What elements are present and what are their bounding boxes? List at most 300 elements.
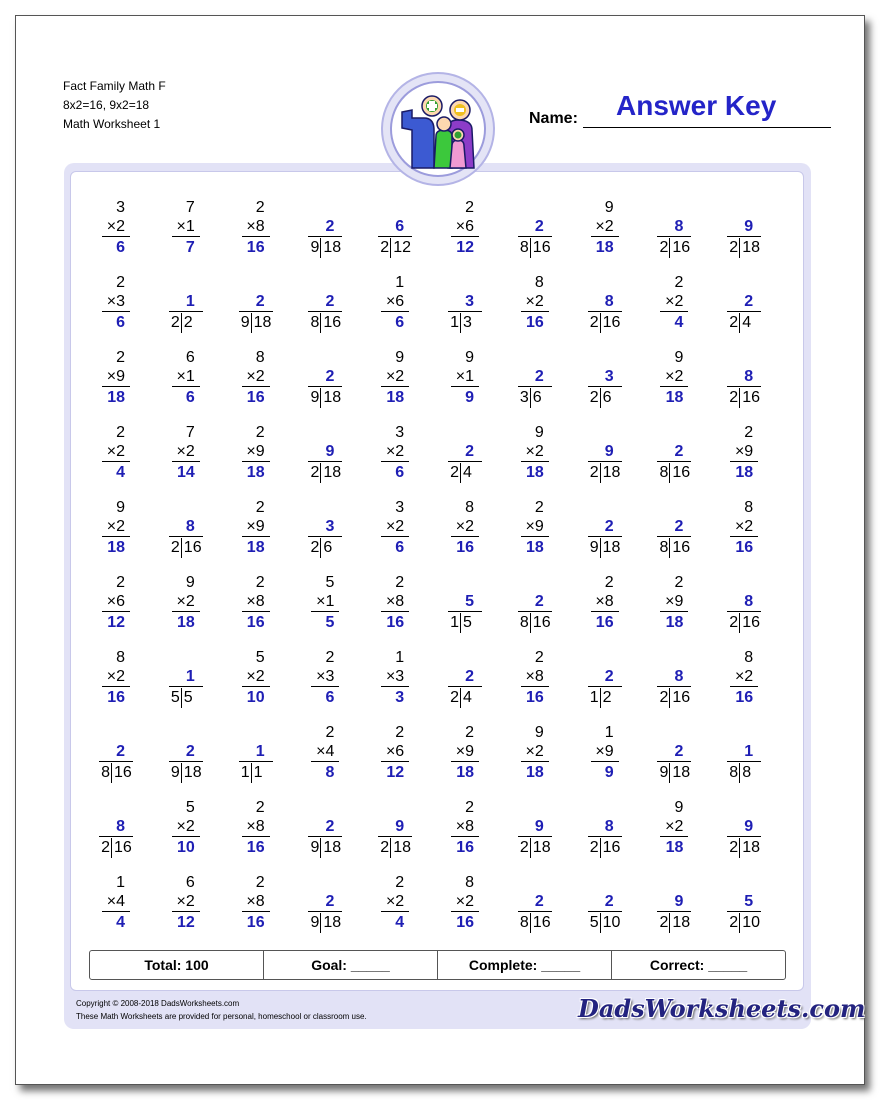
product-line bbox=[242, 611, 270, 612]
dividend: 18 bbox=[600, 463, 620, 483]
multiplicand: 7 bbox=[185, 424, 195, 441]
multiplicand: 2 bbox=[395, 724, 405, 741]
product-line bbox=[242, 836, 270, 837]
multiplication-problem bbox=[282, 648, 342, 710]
multiplier: ×6 bbox=[385, 743, 405, 760]
division-problem bbox=[282, 798, 342, 860]
product-line bbox=[381, 536, 409, 537]
answer-quotient: 2 bbox=[116, 743, 125, 760]
division-bracket bbox=[588, 686, 622, 687]
multiplicand: 1 bbox=[395, 649, 405, 666]
product-line bbox=[660, 386, 688, 387]
answer-quotient: 2 bbox=[604, 668, 614, 685]
division-problem bbox=[422, 273, 482, 335]
division-problem bbox=[213, 273, 273, 335]
division-bracket bbox=[308, 536, 342, 537]
dividend: 3 bbox=[460, 313, 480, 333]
answer-product: 16 bbox=[246, 839, 265, 856]
dividend: 8 bbox=[739, 763, 759, 783]
multiplicand: 2 bbox=[674, 274, 684, 291]
dividend: 18 bbox=[390, 838, 410, 858]
dividend: 12 bbox=[390, 238, 410, 258]
multiplication-problem bbox=[73, 348, 133, 410]
answer-product: 14 bbox=[177, 464, 195, 481]
product-line bbox=[172, 611, 200, 612]
multiplication-problem bbox=[701, 648, 761, 710]
answer-product: 6 bbox=[395, 539, 405, 556]
division-bracket bbox=[448, 686, 482, 687]
product-line bbox=[381, 386, 409, 387]
divisor: 1 bbox=[450, 314, 459, 331]
divisor: 2 bbox=[101, 839, 110, 856]
divisor: 8 bbox=[519, 914, 529, 931]
answer-quotient: 2 bbox=[674, 518, 684, 535]
division-bracket bbox=[169, 686, 203, 687]
divisor: 9 bbox=[589, 539, 599, 556]
goal-cell: Goal: _____ bbox=[263, 951, 437, 979]
answer-product: 4 bbox=[674, 314, 684, 331]
multiplier: ×2 bbox=[106, 668, 125, 685]
answer-product: 18 bbox=[526, 764, 544, 781]
multiplier: ×2 bbox=[385, 893, 405, 910]
division-problem bbox=[73, 723, 133, 785]
product-line bbox=[172, 911, 200, 912]
dividend: 10 bbox=[600, 913, 620, 933]
division-problem bbox=[562, 348, 622, 410]
divisor: 1 bbox=[240, 764, 250, 781]
product-line bbox=[451, 236, 479, 237]
division-bracket bbox=[727, 386, 761, 387]
multiplier: ×9 bbox=[665, 593, 684, 610]
answer-quotient: 8 bbox=[604, 818, 614, 835]
divisor: 8 bbox=[519, 239, 529, 256]
multiplicand: 8 bbox=[744, 649, 754, 666]
multiplicand: 5 bbox=[185, 799, 195, 816]
answer-product: 7 bbox=[185, 239, 195, 256]
multiplication-problem bbox=[213, 873, 273, 935]
divisor: 2 bbox=[659, 689, 669, 706]
answer-quotient: 9 bbox=[744, 218, 754, 235]
answer-product: 12 bbox=[386, 764, 405, 781]
multiplicand: 5 bbox=[325, 574, 335, 591]
divisor: 9 bbox=[659, 764, 669, 781]
division-bracket bbox=[727, 761, 761, 762]
dividend: 16 bbox=[111, 838, 131, 858]
answer-quotient: 5 bbox=[465, 593, 474, 610]
dividend: 6 bbox=[320, 538, 340, 558]
dividend: 18 bbox=[600, 538, 620, 558]
product-line bbox=[521, 686, 549, 687]
answer-product: 18 bbox=[107, 389, 125, 406]
product-line bbox=[311, 611, 339, 612]
answer-quotient: 8 bbox=[185, 518, 195, 535]
product-line bbox=[172, 386, 200, 387]
multiplication-problem bbox=[73, 198, 133, 260]
multiplicand: 9 bbox=[534, 724, 544, 741]
answer-quotient: 1 bbox=[185, 668, 195, 685]
multiplicand: 3 bbox=[395, 499, 405, 516]
answer-quotient: 2 bbox=[534, 893, 544, 910]
multiplier: ×2 bbox=[665, 368, 684, 385]
division-bracket bbox=[727, 611, 761, 612]
division-bracket bbox=[727, 836, 761, 837]
dividend: 5 bbox=[460, 613, 480, 633]
division-problem bbox=[562, 273, 622, 335]
dividend: 16 bbox=[669, 538, 689, 558]
division-problem bbox=[701, 573, 761, 635]
division-bracket bbox=[657, 686, 691, 687]
multiplier: ×2 bbox=[176, 593, 195, 610]
product-line bbox=[451, 761, 479, 762]
multiplication-problem bbox=[631, 273, 691, 335]
multiplier: ×9 bbox=[525, 518, 544, 535]
divisor: 8 bbox=[659, 539, 669, 556]
division-bracket bbox=[657, 761, 691, 762]
divisor: 2 bbox=[729, 239, 739, 256]
answer-product: 16 bbox=[456, 914, 474, 931]
multiplicand: 2 bbox=[255, 874, 265, 891]
multiplier: ×9 bbox=[246, 518, 265, 535]
product-line bbox=[381, 461, 409, 462]
multiplication-problem bbox=[282, 573, 342, 635]
product-line bbox=[102, 911, 130, 912]
answer-product: 8 bbox=[325, 764, 335, 781]
multiplicand: 9 bbox=[185, 574, 195, 591]
answer-product: 9 bbox=[465, 389, 474, 406]
dividend: 18 bbox=[320, 838, 340, 858]
multiplicand: 9 bbox=[674, 799, 684, 816]
multiplication-problem bbox=[422, 798, 482, 860]
multiplicand: 9 bbox=[534, 424, 544, 441]
multiplication-problem bbox=[73, 873, 133, 935]
divisor: 8 bbox=[659, 464, 669, 481]
multiplier: ×2 bbox=[665, 293, 684, 310]
answer-product: 18 bbox=[107, 539, 125, 556]
answer-quotient: 2 bbox=[534, 368, 544, 385]
multiplier: ×2 bbox=[385, 518, 405, 535]
division-problem bbox=[631, 723, 691, 785]
multiplier: ×6 bbox=[385, 293, 405, 310]
multiplicand: 8 bbox=[465, 874, 474, 891]
multiplicand: 5 bbox=[255, 649, 265, 666]
multiplier: ×4 bbox=[106, 893, 125, 910]
multiplication-problem bbox=[282, 723, 342, 785]
answer-quotient: 2 bbox=[604, 893, 614, 910]
product-line bbox=[102, 686, 130, 687]
dividend: 18 bbox=[669, 763, 689, 783]
multiplicand: 6 bbox=[185, 349, 195, 366]
product-line bbox=[381, 911, 409, 912]
answer-product: 16 bbox=[246, 239, 265, 256]
division-problem bbox=[701, 798, 761, 860]
answer-product: 4 bbox=[395, 914, 405, 931]
answer-quotient: 9 bbox=[744, 818, 754, 835]
division-problem bbox=[282, 273, 342, 335]
division-bracket bbox=[518, 386, 552, 387]
name-row bbox=[529, 90, 831, 128]
multiplier: ×2 bbox=[455, 893, 474, 910]
worksheet-number: Math Worksheet 1 bbox=[63, 117, 161, 131]
multiplier: ×2 bbox=[106, 443, 125, 460]
answer-product: 16 bbox=[735, 689, 754, 706]
multiplier: ×2 bbox=[525, 443, 544, 460]
dividend: 18 bbox=[320, 388, 340, 408]
answer-quotient: 2 bbox=[325, 368, 335, 385]
answer-quotient: 9 bbox=[325, 443, 335, 460]
division-bracket bbox=[448, 461, 482, 462]
division-problem bbox=[282, 198, 342, 260]
multiplicand: 9 bbox=[116, 499, 125, 516]
divisor: 3 bbox=[519, 389, 529, 406]
multiplicand: 2 bbox=[395, 874, 405, 891]
product-line bbox=[172, 836, 200, 837]
answer-quotient: 8 bbox=[674, 668, 684, 685]
multiplication-problem bbox=[352, 873, 412, 935]
dividend: 4 bbox=[460, 463, 480, 483]
dividend: 16 bbox=[320, 313, 340, 333]
division-problem bbox=[422, 648, 482, 710]
answer-quotient: 9 bbox=[395, 818, 405, 835]
answer-quotient: 2 bbox=[534, 218, 544, 235]
divisor: 2 bbox=[729, 389, 739, 406]
division-bracket bbox=[657, 236, 691, 237]
answer-quotient: 2 bbox=[674, 743, 684, 760]
multiplicand: 9 bbox=[465, 349, 474, 366]
product-line bbox=[242, 536, 270, 537]
division-problem bbox=[492, 798, 552, 860]
multiplication-problem bbox=[352, 498, 412, 560]
multiplicand: 9 bbox=[674, 349, 684, 366]
product-line bbox=[451, 386, 479, 387]
divisor: 2 bbox=[729, 314, 739, 331]
product-line bbox=[521, 536, 549, 537]
multiplicand: 2 bbox=[255, 424, 265, 441]
answer-quotient: 8 bbox=[604, 293, 614, 310]
multiplier: ×2 bbox=[246, 668, 265, 685]
multiplication-problem bbox=[213, 498, 273, 560]
score-table bbox=[89, 950, 786, 980]
multiplication-problem bbox=[143, 573, 203, 635]
answer-product: 16 bbox=[456, 539, 474, 556]
division-bracket bbox=[99, 836, 133, 837]
product-line bbox=[102, 311, 130, 312]
multiplicand: 8 bbox=[534, 274, 544, 291]
copyright-notice bbox=[76, 997, 367, 1023]
division-bracket bbox=[518, 836, 552, 837]
dividend: 16 bbox=[530, 238, 550, 258]
multiplicand: 9 bbox=[395, 349, 405, 366]
answer-quotient: 2 bbox=[325, 293, 335, 310]
multiplication-problem bbox=[352, 648, 412, 710]
multiplier: ×9 bbox=[595, 743, 614, 760]
multiplier: ×8 bbox=[246, 893, 265, 910]
multiplication-problem bbox=[701, 498, 761, 560]
answer-product: 10 bbox=[246, 689, 265, 706]
product-line bbox=[730, 461, 758, 462]
division-bracket bbox=[239, 761, 273, 762]
multiplication-problem bbox=[143, 423, 203, 485]
division-bracket bbox=[169, 761, 203, 762]
answer-product: 16 bbox=[107, 689, 125, 706]
dividend: 16 bbox=[530, 613, 550, 633]
answer-quotient: 8 bbox=[744, 593, 754, 610]
division-bracket bbox=[169, 536, 203, 537]
answer-quotient: 8 bbox=[674, 218, 684, 235]
multiplicand: 2 bbox=[255, 199, 265, 216]
product-line bbox=[660, 836, 688, 837]
dividend: 16 bbox=[669, 463, 689, 483]
multiplier: ×4 bbox=[316, 743, 335, 760]
product-line bbox=[311, 761, 339, 762]
multiplier: ×2 bbox=[106, 218, 125, 235]
answer-product: 18 bbox=[665, 614, 684, 631]
multiplication-problem bbox=[352, 348, 412, 410]
dividend: 1 bbox=[251, 763, 271, 783]
multiplication-problem bbox=[422, 873, 482, 935]
division-problem bbox=[631, 498, 691, 560]
product-line bbox=[730, 686, 758, 687]
dividend: 6 bbox=[530, 388, 550, 408]
multiplication-problem bbox=[352, 273, 412, 335]
division-bracket bbox=[727, 311, 761, 312]
answer-quotient: 2 bbox=[325, 218, 335, 235]
dividend: 6 bbox=[600, 388, 620, 408]
division-problem bbox=[143, 648, 203, 710]
divisor: 2 bbox=[380, 239, 390, 256]
multiplication-problem bbox=[492, 423, 552, 485]
division-bracket bbox=[518, 911, 552, 912]
answer-product: 10 bbox=[177, 839, 195, 856]
multiplication-problem bbox=[213, 198, 273, 260]
division-problem bbox=[562, 648, 622, 710]
divisor: 5 bbox=[589, 914, 599, 931]
dividend: 16 bbox=[669, 238, 689, 258]
multiplicand: 9 bbox=[604, 199, 614, 216]
multiplier: ×2 bbox=[246, 368, 265, 385]
divisor: 9 bbox=[310, 914, 320, 931]
answer-product: 6 bbox=[116, 314, 125, 331]
product-line bbox=[521, 461, 549, 462]
multiplication-problem bbox=[352, 423, 412, 485]
dividend: 18 bbox=[320, 913, 340, 933]
multiplication-problem bbox=[422, 498, 482, 560]
answer-product: 16 bbox=[456, 839, 474, 856]
answer-product: 18 bbox=[246, 464, 265, 481]
multiplier: ×2 bbox=[734, 668, 754, 685]
multiplicand: 2 bbox=[465, 799, 474, 816]
division-problem bbox=[562, 873, 622, 935]
answer-product: 4 bbox=[116, 914, 125, 931]
divisor: 2 bbox=[450, 464, 459, 481]
multiplication-problem bbox=[562, 573, 622, 635]
multiplication-problem bbox=[492, 723, 552, 785]
multiplication-problem bbox=[73, 423, 133, 485]
dividend: 16 bbox=[111, 763, 131, 783]
answer-quotient: 2 bbox=[325, 818, 335, 835]
product-line bbox=[381, 611, 409, 612]
divisor: 2 bbox=[589, 389, 599, 406]
dividend: 18 bbox=[320, 463, 340, 483]
answer-product: 16 bbox=[246, 389, 265, 406]
division-bracket bbox=[518, 611, 552, 612]
multiplication-problem bbox=[73, 498, 133, 560]
division-bracket bbox=[588, 386, 622, 387]
multiplicand: 1 bbox=[116, 874, 125, 891]
divisor: 2 bbox=[729, 839, 739, 856]
divisor: 8 bbox=[310, 314, 320, 331]
multiplication-problem bbox=[213, 348, 273, 410]
division-problem bbox=[143, 273, 203, 335]
multiplier: ×2 bbox=[595, 218, 614, 235]
answer-quotient: 2 bbox=[325, 893, 335, 910]
product-line bbox=[102, 236, 130, 237]
division-bracket bbox=[588, 461, 622, 462]
product-line bbox=[102, 386, 130, 387]
answer-quotient: 5 bbox=[744, 893, 754, 910]
name-line bbox=[583, 127, 831, 128]
multiplicand: 2 bbox=[116, 349, 125, 366]
multiplication-problem bbox=[213, 798, 273, 860]
dividend: 18 bbox=[320, 238, 340, 258]
answer-product: 12 bbox=[177, 914, 195, 931]
division-problem bbox=[562, 498, 622, 560]
dividend: 18 bbox=[181, 763, 201, 783]
multiplicand: 2 bbox=[744, 424, 754, 441]
copyright-line: Copyright © 2008-2018 DadsWorksheets.com bbox=[76, 999, 240, 1008]
dividend: 16 bbox=[530, 913, 550, 933]
multiplier: ×2 bbox=[176, 893, 195, 910]
multiplier: ×1 bbox=[316, 593, 335, 610]
answer-quotient: 1 bbox=[255, 743, 265, 760]
division-problem bbox=[562, 423, 622, 485]
product-line bbox=[730, 536, 758, 537]
product-line bbox=[311, 686, 339, 687]
product-line bbox=[381, 686, 409, 687]
answer-quotient: 1 bbox=[744, 743, 754, 760]
division-bracket bbox=[657, 911, 691, 912]
multiplicand: 1 bbox=[604, 724, 614, 741]
division-problem bbox=[143, 723, 203, 785]
multiplicand: 2 bbox=[325, 649, 335, 666]
multiplier: ×8 bbox=[595, 593, 614, 610]
division-problem bbox=[631, 423, 691, 485]
answer-key-text: Answer Key bbox=[616, 90, 777, 121]
answer-product: 4 bbox=[116, 464, 125, 481]
multiplicand: 8 bbox=[255, 349, 265, 366]
multiplicand: 6 bbox=[185, 874, 195, 891]
answer-product: 6 bbox=[185, 389, 195, 406]
product-line bbox=[381, 761, 409, 762]
multiplier: ×9 bbox=[455, 743, 474, 760]
product-line bbox=[242, 911, 270, 912]
multiplication-problem bbox=[352, 573, 412, 635]
answer-quotient: 2 bbox=[255, 293, 265, 310]
divisor: 2 bbox=[589, 464, 599, 481]
multiplier: ×2 bbox=[525, 293, 544, 310]
division-problem bbox=[282, 498, 342, 560]
multiplication-problem bbox=[631, 573, 691, 635]
multiplication-problem bbox=[213, 648, 273, 710]
division-problem bbox=[701, 198, 761, 260]
multiplier: ×6 bbox=[455, 218, 474, 235]
multiplication-problem bbox=[143, 873, 203, 935]
product-line bbox=[102, 611, 130, 612]
product-line bbox=[102, 536, 130, 537]
divisor: 2 bbox=[519, 839, 529, 856]
answer-quotient: 9 bbox=[534, 818, 544, 835]
multiplication-problem bbox=[422, 198, 482, 260]
dividend: 16 bbox=[181, 538, 201, 558]
